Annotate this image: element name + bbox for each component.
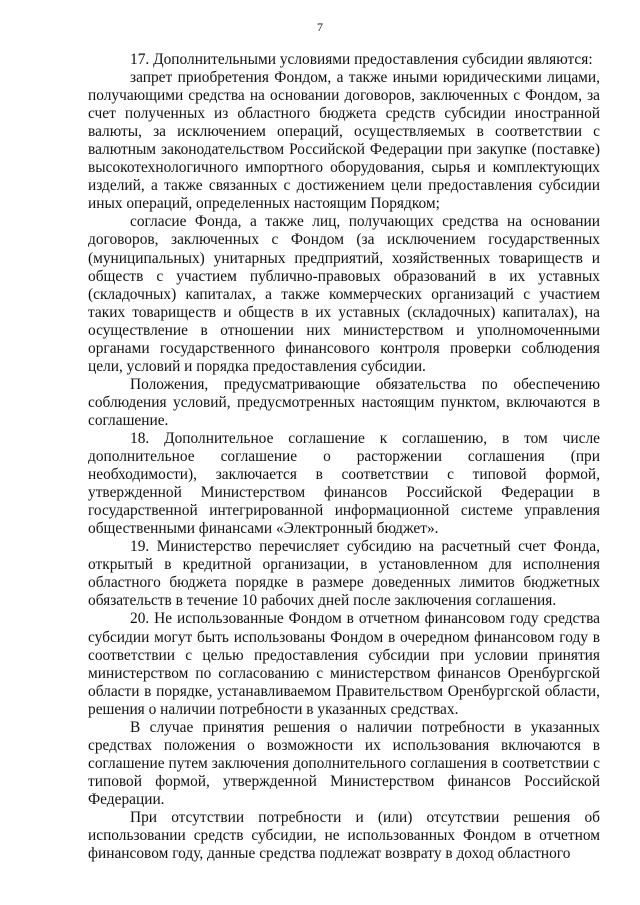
page-number: 7 (317, 20, 323, 34)
paragraph-19: 19. Министерство перечисляет субсидию на расчетный счет Фонда, открытый в кредитной организации, в установленном для исполнения областного бюджета порядке в размере доведенных лимитов бюджетных обязательств в течение 10 рабочих дней после заключения соглашения. (88, 538, 600, 610)
document-body (88, 51, 600, 863)
paragraph-currency-restriction: запрет приобретения Фондом, а также иными юридическими лицами, получающими средства на основании договоров, заключенных с Фондом, за счет полученных из областного бюджета средств субсидии иностранной валюты, за исключением операций, осуществляемых в соответствии с валютным законодательством Российской Федерации при закупке (поставке) высокотехнологичного импортного оборудования, сырья и комплектующих изделий, а также связанных с достижением цели предоставления субсидии иных операций, определенных настоящим Порядком; (88, 69, 600, 213)
paragraph-obligations: Положения, предусматривающие обязательства по обеспечению соблюдения условий, предусмотренных настоящим пунктом, включаются в соглашение. (88, 375, 600, 429)
paragraph-refund: При отсутствии потребности и (или) отсутствии решения об использовании средств субсидии, не использованных Фондом в отчетном финансовом году, данные средства подлежат возврату в доход областного (88, 808, 600, 863)
paragraph-consent-inspection: согласие Фонда, а также лиц, получающих средства на основании договоров, заключенных с Фондом (за исключением государственных (муниципальных) унитарных предприятий, хозяйственных товариществ и обществ с участием публично-правовых образований в их уставных (складочных) капиталах, а также коммерческих организаций с участием таких товариществ и обществ в их уставных (складочных) капиталах), на осуществление в отношении них министерством и уполномоченными органами государственного финансового контроля проверки соблюдения цели, условий и порядка предоставления субсидии. (88, 213, 600, 375)
paragraph-20: 20. Не использованные Фондом в отчетном финансовом году средства субсидии могут быть использованы Фондом в очередном финансовом году в соответствии с целью предоставления субсидии при условии принятия министерством по согласованию с министерством финансов Оренбургской области в порядке, устанавливаемом Правительством Оренбургской области, решения о наличии потребности в указанных средствах. (88, 610, 600, 718)
paragraph-18: 18. Дополнительное соглашение к соглашению, в том числе дополнительное соглашение о расторжении соглашения (при необходимости), заключается в соответствии с типовой формой, утвержденной Министерством финансов Российской Федерации в государственной интегрированной информационной системе управления общественными финансами «Электронный бюджет». (88, 429, 600, 538)
paragraph-need-decision: В случае принятия решения о наличии потребности в указанных средствах положения о возможности их использования включаются в соглашение путем заключения дополнительного соглашения в соответствии с типовой формой, утвержденной Министерством финансов Российской Федерации. (88, 718, 600, 808)
paragraph-17-heading: 17. Дополнительными условиями предоставления субсидии являются: (130, 51, 593, 68)
